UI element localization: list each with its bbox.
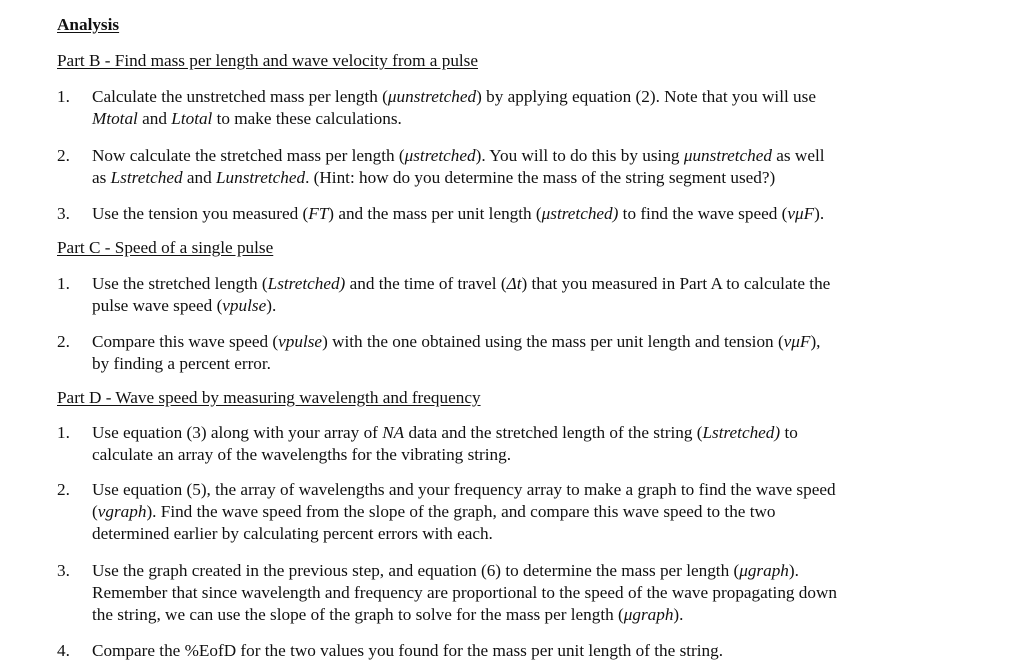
item-line — [92, 604, 952, 626]
symbol-run: Lstretched — [110, 168, 183, 187]
symbol-run: vgraph — [97, 502, 147, 521]
item-number: 4. — [57, 641, 70, 660]
symbol-run: vμF — [787, 204, 815, 223]
text-run: data and the stretched length of the string ( — [404, 423, 703, 442]
item-line — [92, 444, 952, 466]
text-run: ) that you measured in Part A to calculate the — [521, 274, 831, 293]
text-run: to — [780, 423, 798, 442]
text-run: ), — [810, 332, 821, 351]
text-run: ) by applying equation (2). Note that you will use — [476, 87, 816, 106]
item-line — [92, 501, 952, 523]
item-line — [92, 582, 952, 604]
item-line — [92, 560, 952, 582]
text-run: Use the stretched length ( — [92, 274, 268, 293]
symbol-run: μunstretched — [683, 146, 772, 165]
part-b-heading: Part B - Find mass per length and wave velocity from a pulse — [57, 51, 479, 70]
text-run: ). Find the wave speed from the slope of the graph, and compare this wave speed to the two — [146, 502, 776, 521]
item-text — [92, 331, 952, 375]
item-line — [92, 108, 952, 130]
item-text — [92, 560, 952, 626]
part-c-heading: Part C - Speed of a single pulse — [57, 238, 274, 257]
item-text — [92, 273, 952, 317]
text-run: Remember that since wavelength and frequency are proportional to the speed of the wave propagating down — [92, 583, 838, 602]
text-run: the string, we can use the slope of the graph to solve for the mass per length ( — [92, 605, 624, 624]
text-run: by finding a percent error. — [92, 354, 271, 373]
list-item — [57, 560, 957, 626]
text-run: Use equation (3) along with your array of — [92, 423, 383, 442]
list-item — [57, 145, 957, 189]
text-run: ). — [673, 605, 684, 624]
text-run: ). — [814, 204, 825, 223]
item-text — [92, 86, 952, 130]
text-run: calculate an array of the wavelengths for the vibrating string. — [92, 445, 512, 464]
symbol-run: Lstretched) — [267, 274, 346, 293]
text-run: and the time of travel ( — [345, 274, 507, 293]
item-text — [92, 640, 952, 662]
text-run: Compare this wave speed ( — [92, 332, 279, 351]
item-line — [92, 331, 952, 353]
symbol-run: Lstretched) — [702, 423, 781, 442]
text-run: as — [92, 168, 111, 187]
item-line — [92, 273, 952, 295]
symbol-run: μgraph — [623, 605, 674, 624]
text-run: Now calculate the stretched mass per length ( — [92, 146, 405, 165]
text-run: Compare the %EofD for the two values you found for the mass per unit length of the string. — [92, 641, 724, 660]
item-text — [92, 422, 952, 466]
item-text — [92, 145, 952, 189]
list-item — [57, 273, 957, 317]
item-line — [92, 145, 952, 167]
item-line — [92, 479, 952, 501]
item-number: 3. — [57, 204, 70, 223]
item-line — [92, 523, 952, 545]
item-number: 2. — [57, 146, 70, 165]
part-d-heading: Part D - Wave speed by measuring wavelength and frequency — [57, 388, 481, 407]
text-run: Calculate the unstretched mass per length ( — [92, 87, 388, 106]
list-item — [57, 331, 957, 375]
text-run: as well — [772, 146, 825, 165]
symbol-run: vpulse — [278, 332, 323, 351]
text-run: ) and the mass per unit length ( — [328, 204, 542, 223]
text-run: to find the wave speed ( — [618, 204, 788, 223]
symbol-run: vμF — [783, 332, 811, 351]
text-run: pulse wave speed ( — [92, 296, 223, 315]
text-run: Use the graph created in the previous step, and equation (6) to determine the mass per length ( — [92, 561, 740, 580]
text-run: ) with the one obtained using the mass per unit length and tension ( — [322, 332, 784, 351]
symbol-run: Mtotal — [92, 109, 138, 128]
list-item — [57, 640, 957, 662]
item-number: 2. — [57, 480, 70, 499]
symbol-run: μgraph — [739, 561, 789, 580]
list-item — [57, 422, 957, 466]
text-run: to make these calculations. — [212, 109, 402, 128]
item-line — [92, 86, 952, 108]
list-item — [57, 479, 957, 545]
list-item — [57, 86, 957, 130]
symbol-run: Δt — [506, 274, 522, 293]
symbol-run: vpulse — [222, 296, 267, 315]
list-item — [57, 203, 957, 225]
item-number: 1. — [57, 423, 70, 442]
symbol-run: μstretched) — [541, 204, 619, 223]
symbol-run: μstretched — [404, 146, 476, 165]
text-run: Use equation (5), the array of wavelengths and your frequency array to make a graph to find the wave speed — [92, 480, 836, 499]
item-line — [92, 203, 952, 225]
item-number: 2. — [57, 332, 70, 351]
item-number: 3. — [57, 561, 70, 580]
item-text — [92, 479, 952, 545]
text-run: ). — [266, 296, 277, 315]
symbol-run: μunstretched — [387, 87, 477, 106]
text-run: ). — [788, 561, 799, 580]
item-number: 1. — [57, 87, 70, 106]
symbol-run: NA — [382, 423, 405, 442]
text-run: and — [137, 109, 172, 128]
symbol-run: Lunstretched — [215, 168, 306, 187]
text-run: ). You will to do this by using — [475, 146, 684, 165]
text-run: ( — [92, 502, 98, 521]
analysis-heading: Analysis — [57, 15, 120, 34]
text-run: determined earlier by calculating percent errors with each. — [92, 524, 493, 543]
item-line — [92, 640, 952, 662]
item-line — [92, 353, 952, 375]
text-run: . (Hint: how do you determine the mass of the string segment used?) — [305, 168, 776, 187]
text-run: Use the tension you measured ( — [92, 204, 309, 223]
item-number: 1. — [57, 274, 70, 293]
item-text — [92, 203, 952, 225]
symbol-run: Ltotal — [171, 109, 213, 128]
symbol-run: FT — [308, 204, 329, 223]
item-line — [92, 422, 952, 444]
text-run: and — [182, 168, 216, 187]
item-line — [92, 295, 952, 317]
item-line — [92, 167, 952, 189]
